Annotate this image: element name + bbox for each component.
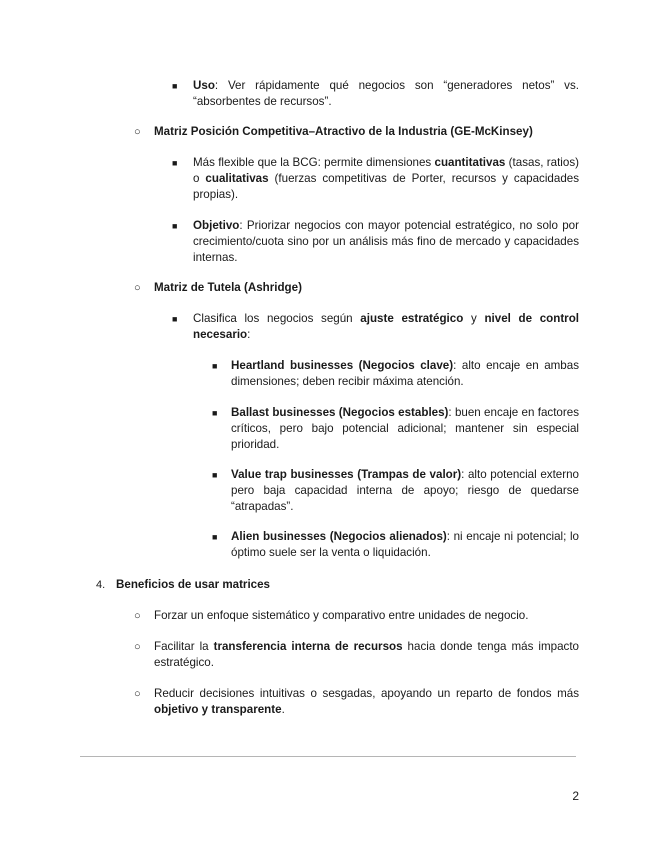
tutela-intro-text-1: Clasifica los negocios según [193, 312, 361, 325]
flex-text-3: (fuerzas competitivas de Porter, recursos y capacidades propias). [193, 172, 580, 201]
flex-bold-1: cuantitativas [434, 156, 506, 169]
footer-divider [80, 756, 576, 757]
beneficio-item-2 [154, 639, 579, 671]
section-number: 4. [96, 579, 106, 591]
heartland-label: Heartland businesses (Negocios clave) [231, 359, 454, 372]
uso-label: Uso [193, 79, 215, 92]
square-bullet: ■ [172, 221, 178, 231]
heartland-paragraph [231, 358, 579, 390]
value-trap-paragraph [231, 467, 579, 515]
beneficio-item-1 [154, 608, 584, 624]
beneficio-2-bold: transferencia interna de recursos [213, 640, 403, 653]
beneficio-3-bold: objetivo y transparente [154, 703, 282, 716]
tutela-intro-bold-1: ajuste estratégico [360, 312, 464, 325]
alien-label: Alien businesses (Negocios alienados) [231, 530, 447, 543]
tutela-intro-bold-2: nivel de control necesario [193, 312, 579, 341]
beneficio-2-text-1: Facilitar la [154, 640, 214, 653]
flex-text-1: Más flexible que la BCG: permite dimensiones [193, 156, 435, 169]
circle-bullet: ○ [134, 688, 141, 700]
beneficios-heading [116, 577, 516, 593]
tutela-heading-text: Matriz de Tutela (Ashridge) [154, 281, 302, 294]
flexibility-paragraph [193, 155, 579, 203]
ballast-text: : buen encaje en factores críticos, pero bajo potencial adicional; mantener sin especial prioridad. [231, 406, 579, 451]
flex-text-2: (tasas, ratios) o [193, 156, 579, 185]
beneficios-heading-text: Beneficios de usar matrices [116, 578, 271, 591]
ge-mckinsey-heading [154, 124, 584, 140]
objetivo-text: : Priorizar negocios con mayor potencial estratégico, no solo por crecimiento/cuota sino por un análisis más fino de mercado y capacidades internas. [193, 219, 579, 264]
square-bullet: ■ [212, 470, 218, 480]
circle-bullet: ○ [134, 282, 141, 294]
beneficio-item-3 [154, 686, 579, 718]
objetivo-label: Objetivo [193, 219, 240, 232]
square-bullet: ■ [172, 314, 178, 324]
ballast-paragraph [231, 405, 579, 453]
page-number: 2 [572, 789, 579, 803]
circle-bullet: ○ [134, 610, 141, 622]
square-bullet: ■ [212, 361, 218, 371]
beneficio-3-text-1: Reducir decisiones intuitivas o sesgadas, apoyando un reparto de fondos más [154, 687, 579, 700]
tutela-heading [154, 280, 584, 296]
ge-mckinsey-heading-text: Matriz Posición Competitiva–Atractivo de la Industria (GE-McKinsey) [154, 125, 533, 138]
flex-bold-2: cualitativas [205, 172, 269, 185]
alien-paragraph [231, 529, 579, 561]
tutela-intro-paragraph [193, 311, 579, 343]
uso-paragraph [193, 78, 579, 110]
beneficio-1-text: Forzar un enfoque sistemático y comparativo entre unidades de negocio. [154, 609, 529, 622]
uso-text: : Ver rápidamente qué negocios son “generadores netos” vs. “absorbentes de recursos”. [193, 79, 579, 108]
beneficio-3-text-2: . [281, 703, 285, 716]
tutela-intro-text-2: y [463, 312, 485, 325]
objetivo-paragraph [193, 218, 579, 266]
square-bullet: ■ [212, 532, 218, 542]
value-trap-label: Value trap businesses (Trampas de valor) [231, 468, 462, 481]
circle-bullet: ○ [134, 126, 141, 138]
square-bullet: ■ [172, 81, 178, 91]
heartland-text: : alto encaje en ambas dimensiones; deben recibir máxima atención. [231, 359, 579, 388]
square-bullet: ■ [172, 158, 178, 168]
square-bullet: ■ [212, 408, 218, 418]
beneficio-2-text-2: hacia donde tenga más impacto estratégico. [154, 640, 579, 669]
value-trap-text: : alto potencial externo pero baja capacidad interna de apoyo; riesgo de quedarse “atrapadas”. [231, 468, 579, 513]
alien-text: : ni encaje ni potencial; lo óptimo suele ser la venta o liquidación. [231, 530, 579, 559]
tutela-intro-text-3: : [247, 328, 251, 341]
ballast-label: Ballast businesses (Negocios estables) [231, 406, 449, 419]
circle-bullet: ○ [134, 641, 141, 653]
